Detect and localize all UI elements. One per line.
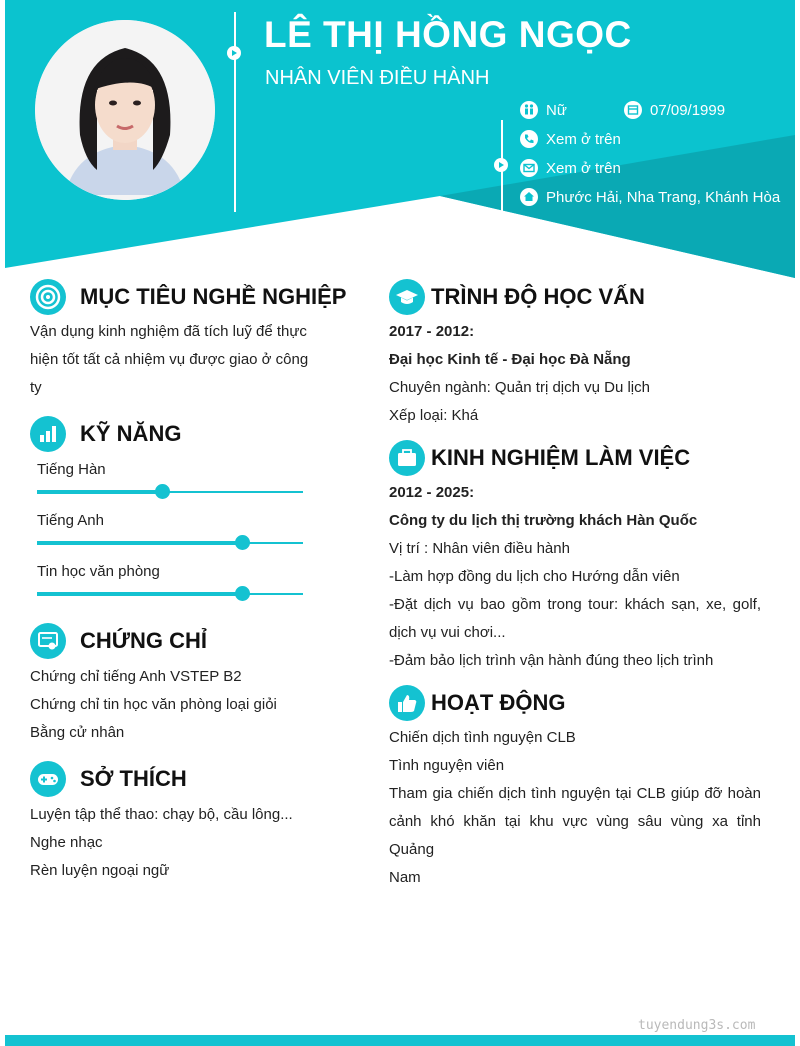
skill-level-knob <box>235 586 250 601</box>
skill-bar <box>37 542 303 544</box>
skill-bar-fill <box>37 490 162 494</box>
activity-line: Chiến dịch tình nguyện CLB <box>389 729 576 746</box>
experience-position: Vị trí : Nhân viên điều hành <box>389 540 570 557</box>
education-grade: Xếp loại: Khá <box>389 407 479 424</box>
experience-heading <box>389 440 690 476</box>
gender-value: Nữ <box>546 101 567 119</box>
email-icon <box>520 159 538 177</box>
skill-bar <box>37 491 303 493</box>
phone-value: Xem ở trên <box>546 130 621 148</box>
skill-label: Tin học văn phòng <box>37 563 160 580</box>
education-period: 2017 - 2012: <box>389 323 475 340</box>
certificate-item: Chứng chỉ tin học văn phòng loại giỏi <box>30 696 277 713</box>
thumbs-up-icon <box>389 685 425 721</box>
activities-text <box>389 724 761 892</box>
home-icon <box>520 188 538 206</box>
education-title: TRÌNH ĐỘ HỌC VẤN <box>431 284 645 309</box>
education-school: Đại học Kinh tế - Đại học Đà Nẵng <box>389 351 631 368</box>
skill-bar <box>37 593 303 595</box>
experience-company: Công ty du lịch thị trường khách Hàn Quốc <box>389 512 698 529</box>
objective-line: hiện tốt tất cả nhiệm vụ được giao ở công <box>30 351 309 368</box>
hobbies-title: SỞ THÍCH <box>80 766 187 791</box>
hobbies-heading <box>30 761 187 797</box>
activities-heading <box>389 685 565 721</box>
objective-heading <box>30 279 346 315</box>
objective-line: ty <box>30 379 42 396</box>
watermark: tuyendung3s.com <box>638 1018 756 1033</box>
calendar-icon <box>624 101 642 119</box>
address-value: Phước Hải, Nha Trang, Khánh Hòa <box>546 188 781 206</box>
skills-heading <box>30 416 181 452</box>
skill-label: Tiếng Anh <box>37 512 104 529</box>
certificates-title: CHỨNG CHỈ <box>80 628 208 653</box>
graduation-cap-icon <box>389 279 425 315</box>
candidate-role: NHÂN VIÊN ĐIỀU HÀNH <box>265 67 490 89</box>
skill-bar-fill <box>37 541 242 545</box>
education-major: Chuyên ngành: Quản trị dịch vụ Du lịch <box>389 379 650 396</box>
birthdate-value: 07/09/1999 <box>650 101 726 119</box>
hobbies-list <box>30 801 293 885</box>
experience-duty: -Đảm bảo lịch trình vận hành đúng theo lịch trình <box>389 652 714 669</box>
gender-info <box>520 101 567 119</box>
header-divider <box>234 12 236 212</box>
skill-level-knob <box>155 484 170 499</box>
footer-bar <box>5 1035 795 1046</box>
bar-chart-icon <box>30 416 66 452</box>
objective-title: MỤC TIÊU NGHỀ NGHIỆP <box>80 284 347 309</box>
address-info <box>520 188 780 206</box>
education-heading <box>389 279 645 315</box>
objective-line: Vận dụng kinh nghiệm đã tích luỹ để thực <box>30 323 307 340</box>
experience-text <box>389 479 761 675</box>
contact-arrow-icon <box>494 158 508 172</box>
certificate-item: Bằng cử nhân <box>30 724 125 741</box>
skill-level-knob <box>235 535 250 550</box>
activity-line: Nam <box>389 869 421 886</box>
skill-label: Tiếng Hàn <box>37 461 106 478</box>
phone-icon <box>520 130 538 148</box>
skill-bar-fill <box>37 592 242 596</box>
hobby-item: Luyện tập thể thao: chạy bộ, cầu lông... <box>30 806 293 823</box>
experience-period: 2012 - 2025: <box>389 484 475 501</box>
certificates-list <box>30 663 277 747</box>
experience-duty: dịch vụ vui chơi... <box>389 624 506 641</box>
experience-title: KINH NGHIỆM LÀM VIỆC <box>431 445 691 470</box>
email-value: Xem ở trên <box>546 159 621 177</box>
hobby-item: Nghe nhạc <box>30 834 103 851</box>
certificates-heading <box>30 623 207 659</box>
birthdate-info <box>624 101 725 119</box>
activities-title: HOẠT ĐỘNG <box>431 690 566 715</box>
certificate-icon <box>30 623 66 659</box>
email-info <box>520 159 621 177</box>
activity-line: cảnh khó khăn tại khu vực vùng sâu vùng xa tỉnh Quảng <box>389 813 761 858</box>
hobby-item: Rèn luyện ngoại ngữ <box>30 862 170 879</box>
gamepad-icon <box>30 761 66 797</box>
briefcase-icon <box>389 440 425 476</box>
target-icon <box>30 279 66 315</box>
profile-photo <box>35 20 215 200</box>
certificate-item: Chứng chỉ tiếng Anh VSTEP B2 <box>30 668 242 685</box>
activity-line: Tham gia chiến dịch tình nguyện tại CLB giúp đỡ hoàn <box>389 785 761 802</box>
phone-info <box>520 130 621 148</box>
objective-text <box>30 318 320 402</box>
divider-arrow-icon <box>227 46 241 60</box>
skills-title: KỸ NĂNG <box>80 421 182 446</box>
gender-icon <box>520 101 538 119</box>
experience-duty: -Đặt dịch vụ bao gồm trong tour: khách sạn, xe, golf, <box>389 596 761 613</box>
activity-line: Tình nguyện viên <box>389 757 505 774</box>
education-text <box>389 318 761 430</box>
experience-duty: -Làm hợp đồng du lịch cho Hướng dẫn viên <box>389 568 680 585</box>
candidate-name: LÊ THỊ HỒNG NGỌC <box>264 14 632 55</box>
